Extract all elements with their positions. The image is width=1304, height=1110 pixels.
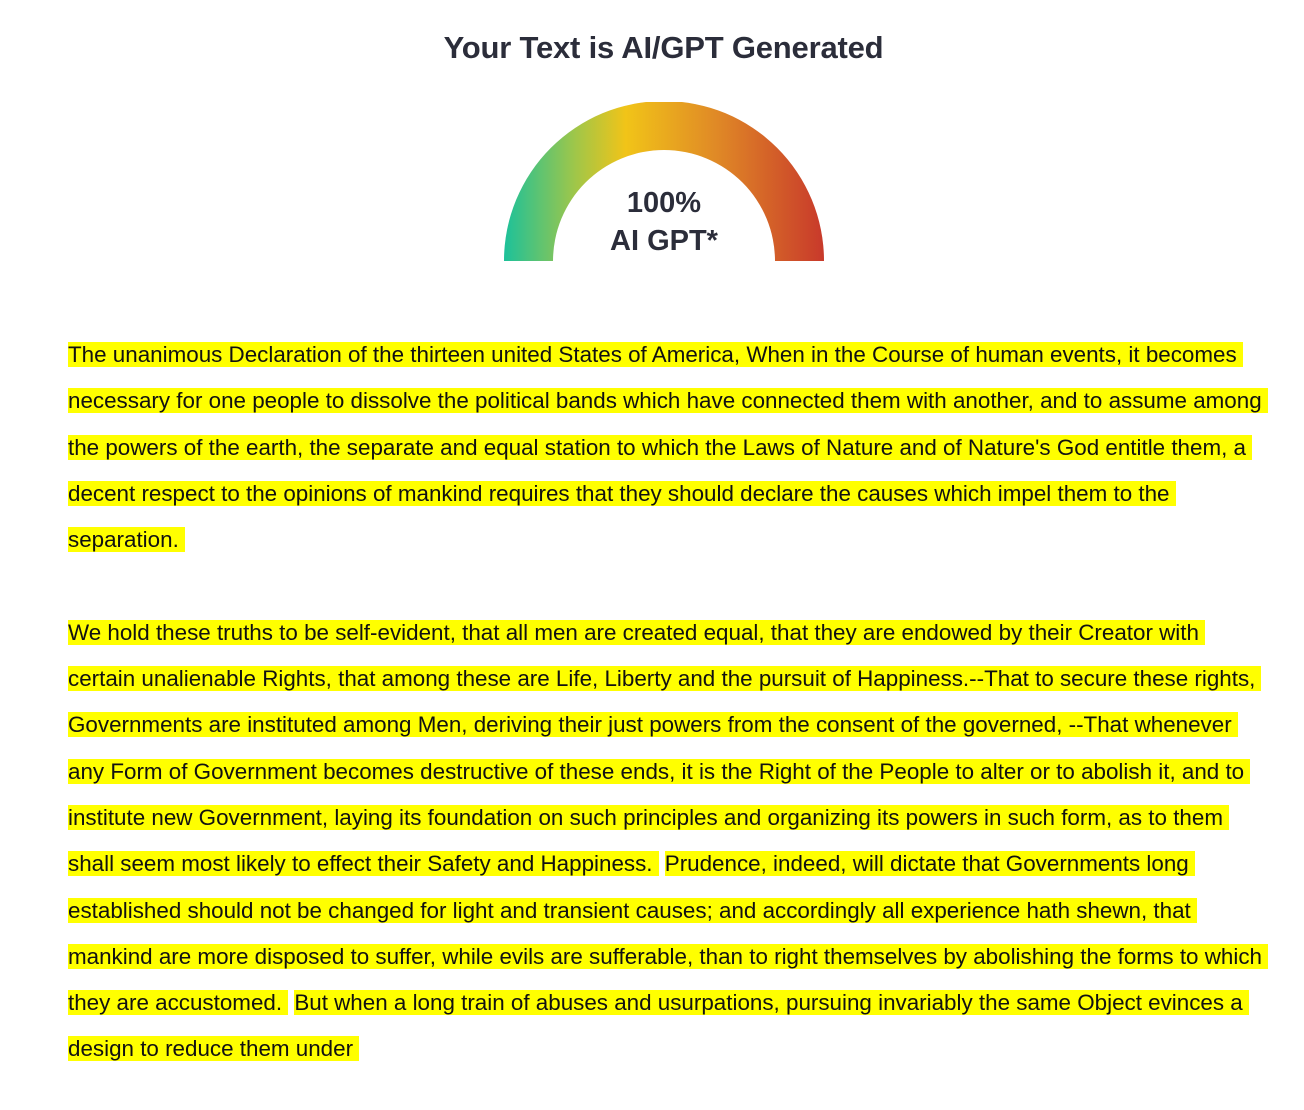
highlighted-sentence: But when a long train of abuses and usurpations, pursuing invariably the same Object evinces a design to reduce them under — [68, 990, 1249, 1061]
analyzed-text — [68, 332, 1268, 1073]
highlighted-sentence: The unanimous Declaration of the thirteen united States of America, When in the Course of human events, it becomes necessary for one people to dissolve the political bands which have connected them with another, and to assume among the powers of the earth, the separate and equal station to which the Laws of Nature and of Nature's God entitle them, a decent respect to the opinions of mankind requires that they should declare the causes which impel them to the separation. — [68, 342, 1268, 552]
analyzed-paragraph — [68, 332, 1268, 563]
highlighted-sentence: We hold these truths to be self-evident, that all men are created equal, that they are endowed by their Creator with certain unalienable Rights, that among these are Life, Liberty and the pursuit of Happiness.--That to secure these rights, Governments are instituted among Men, deriving their just powers from the consent of the governed, --That whenever any Form of Government becomes destructive of these ends, it is the Right of the People to alter or to abolish it, and to institute new Government, laying its foundation on such principles and organizing its powers in such form, as to them shall seem most likely to effect their Safety and Happiness. — [68, 620, 1261, 876]
highlighted-sentence: Prudence, indeed, will dictate that Governments long established should not be changed for light and transient causes; and accordingly all experience hath shewn, that mankind are more disposed to suffer, while evils are sufferable, than to right themselves by abolishing the forms to which they are accustomed. — [68, 851, 1268, 1015]
analyzed-paragraph — [68, 610, 1268, 1073]
ai-score-caption: AI GPT* — [610, 225, 718, 257]
ai-score-percent: 100% — [626, 187, 702, 219]
ai-score-gauge — [503, 102, 825, 262]
result-title: Your Text is AI/GPT Generated — [443, 30, 884, 65]
